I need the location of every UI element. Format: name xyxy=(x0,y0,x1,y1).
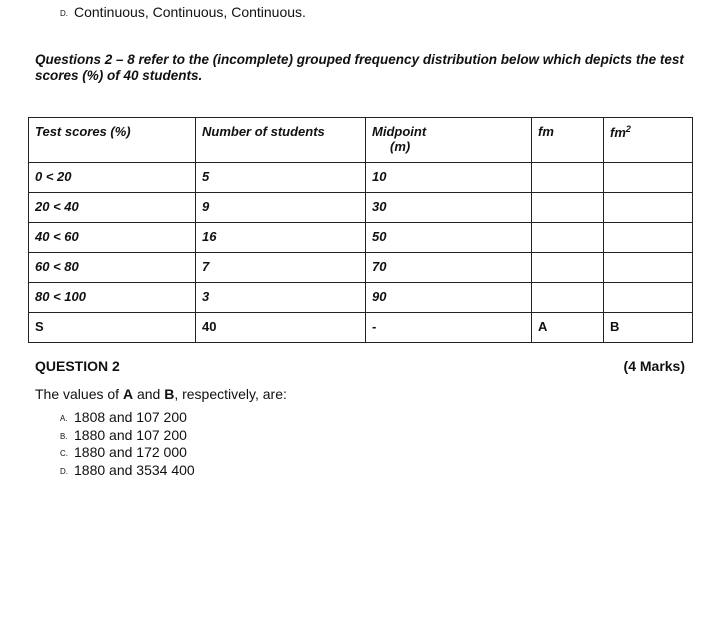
header-fm2-exponent: 2 xyxy=(625,124,631,134)
option-text: 1880 and 172 000 xyxy=(74,444,187,460)
option-text: 1880 and 107 200 xyxy=(74,426,187,443)
cell-midpoint: 10 xyxy=(366,163,532,193)
stem-text: and xyxy=(133,386,165,402)
cell-fm2 xyxy=(604,163,693,193)
cell-midpoint: 90 xyxy=(366,283,532,313)
cell-students: 3 xyxy=(196,283,366,313)
cell-fm2 xyxy=(604,223,693,253)
option-letter: B. xyxy=(60,431,68,441)
header-test-scores: Test scores (%) xyxy=(29,118,196,163)
cell-fm xyxy=(532,163,604,193)
cell-total-fm: A xyxy=(532,313,604,343)
question-stem xyxy=(35,386,287,402)
cell-fm xyxy=(532,283,604,313)
stem-var-b: B xyxy=(164,386,175,402)
option-a[interactable] xyxy=(60,409,195,427)
header-midpoint xyxy=(366,118,532,163)
table-total-row xyxy=(29,313,693,343)
cell-fm xyxy=(532,223,604,253)
cell-students: 16 xyxy=(196,223,366,253)
intro-text: Questions 2 – 8 refer to the (incomplete) grouped frequency distribution below which depicts the test scores (%) of 40 students. xyxy=(35,52,684,83)
option-d[interactable] xyxy=(60,462,195,480)
option-letter: D. xyxy=(60,466,68,476)
cell-scores: 40 < 60 xyxy=(29,223,196,253)
table-row xyxy=(29,163,693,193)
option-text: 1808 and 107 200 xyxy=(74,409,187,425)
cell-fm2 xyxy=(604,283,693,313)
header-midpoint-symbol: (m) xyxy=(390,139,411,154)
cell-fm xyxy=(532,193,604,223)
stem-text: , respectively, are: xyxy=(174,386,287,402)
cell-scores: 60 < 80 xyxy=(29,253,196,283)
cell-students: 9 xyxy=(196,193,366,223)
cell-midpoint: 50 xyxy=(366,223,532,253)
option-c[interactable] xyxy=(60,444,195,462)
stem-var-a: A xyxy=(122,386,134,402)
table-row xyxy=(29,223,693,253)
cell-total-students: 40 xyxy=(196,313,366,343)
cell-fm2 xyxy=(604,253,693,283)
cell-midpoint: 30 xyxy=(366,193,532,223)
cell-students: 7 xyxy=(196,253,366,283)
option-letter: D. xyxy=(60,9,68,18)
option-letter: A. xyxy=(60,414,68,423)
table-header-row xyxy=(29,118,693,163)
cell-fm2 xyxy=(604,193,693,223)
answer-options xyxy=(60,409,195,479)
question-marks: (4 Marks) xyxy=(623,358,685,374)
cell-total-fm2: B xyxy=(604,313,693,343)
option-letter: C. xyxy=(60,449,68,458)
header-midpoint-label: Midpoint xyxy=(372,124,427,139)
cell-total-midpoint: - xyxy=(366,313,532,343)
table-row xyxy=(29,283,693,313)
question-title: QUESTION 2 xyxy=(35,358,120,374)
cell-scores: 20 < 40 xyxy=(29,193,196,223)
header-fm-squared xyxy=(604,118,693,163)
cell-students: 5 xyxy=(196,163,366,193)
option-text: Continuous, Continuous, Continuous. xyxy=(74,4,306,20)
cell-scores: 0 < 20 xyxy=(29,163,196,193)
cell-scores: 80 < 100 xyxy=(29,283,196,313)
stem-text: The values of xyxy=(35,386,123,402)
table-row xyxy=(29,253,693,283)
header-fm: fm xyxy=(532,118,604,163)
table-row xyxy=(29,193,693,223)
option-text: 1880 and 3534 400 xyxy=(74,461,195,478)
header-number-of-students: Number of students xyxy=(196,118,366,163)
cell-fm xyxy=(532,253,604,283)
option-b[interactable] xyxy=(60,427,195,445)
cell-total-label: S xyxy=(29,313,196,343)
frequency-table xyxy=(28,117,693,343)
header-fm2-base: fm xyxy=(610,125,626,140)
previous-question-option-d xyxy=(60,4,306,20)
cell-midpoint: 70 xyxy=(366,253,532,283)
